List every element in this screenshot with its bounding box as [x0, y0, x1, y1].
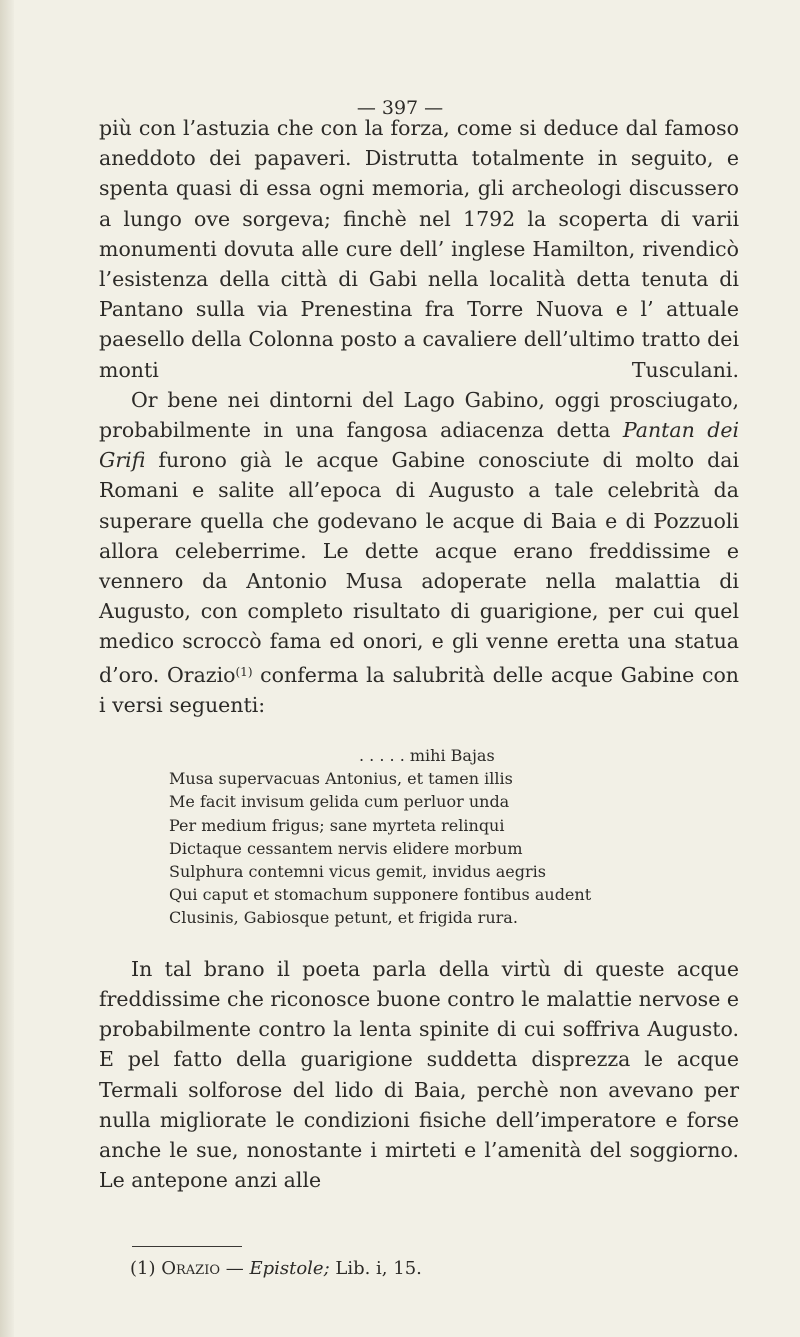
verse-line: Qui caput et stomachum supponere fontibus audent	[169, 885, 592, 905]
verse-line: Sulphura contemni vicus gemit, invidus aegris	[169, 862, 546, 882]
footnote	[130, 1258, 422, 1279]
footnote-reference: (1)	[235, 664, 253, 679]
paragraph-2-after: furono già le acque Gabine conosciute di molto dai Romani e salite all’epoca di Augusto a tale celebrità da superare quella che godevano le acque di Baia e di Pozzuoli allora celeberrime. Le dette acque erano freddissime e vennero da Antonio Musa adoperate nella malattia di Augusto, con completo risultato di guarigione, per cui quel medico scroccò fama ed onori, e gli venne eretta una statua d’oro. Orazio	[99, 448, 739, 687]
verse-line: . . . . . mihi Bajas	[359, 746, 495, 766]
page-number: — 397 —	[356, 97, 444, 119]
paragraph-2-before: Or bene nei dintorni del Lago Gabino, oggi prosciugato, probabilmente in una fangosa adiacenza detta	[99, 387, 739, 443]
footnote-ref: Lib. i, 15.	[329, 1258, 422, 1279]
verse-line: Dictaque cessantem nervis elidere morbum	[169, 838, 523, 858]
paragraph-1: più con l’astuzia che con la forza, come si deduce dal famoso aneddoto dei papaveri. Distrutta totalmente in seguito, e spenta quasi di essa ogni memoria, gli archeologi discussero a lungo ove sorgeva; finchè nel 1792 la scoperta di varii monumenti dovuta alle cure dell’ inglese Hamilton, rivendicò l’esistenza della città di Gabi nella località detta tenuta di Pantano sulla via Prenestina fra Torre Nuova e l’ attuale paesello della Colonna posto a cavaliere dell’ultimo tratto dei monti Tusculani.	[99, 116, 739, 382]
footnote-rule	[132, 1246, 242, 1247]
footnote-work: Epistole;	[249, 1258, 330, 1279]
verse-line: Musa supervacuas Antonius, et tamen illis	[169, 769, 513, 789]
paragraph-3: In tal brano il poeta parla della virtù di queste acque freddissime che riconosce buone contro le malattie nervose e probabilmente contro la lenta spinite di cui soffriva Augusto. E pel fatto della guarigione suddetta disprezza le acque Termali solforose del lido di Baia, perchè non avevano per nulla migliorate le condizioni fisiche dell’imperatore e forse anche le sue, nonostante i mirteti e l’amenità del soggiorno. Le antepone anzi alle	[99, 956, 739, 1193]
place-name-italic: Pantan dei Grifi	[99, 418, 740, 473]
verse-line: Clusinis, Gabiosque petunt, et frigida rura.	[169, 908, 518, 928]
latin-verse	[169, 744, 739, 930]
body-text	[99, 113, 739, 1195]
footnote-author: Orazio	[161, 1258, 220, 1279]
footnote-dash: —	[220, 1258, 250, 1279]
page-edge	[0, 0, 14, 1337]
paragraph-2	[99, 385, 739, 720]
paragraph-2-end: conferma la salubrità delle acque Gabine con i versi seguenti:	[99, 662, 739, 717]
footnote-number: (1)	[130, 1258, 156, 1279]
verse-line: Me facit invisum gelida cum perluor unda	[169, 792, 510, 812]
verse-line: Per medium frigus; sane myrteta relinqui	[169, 815, 505, 835]
